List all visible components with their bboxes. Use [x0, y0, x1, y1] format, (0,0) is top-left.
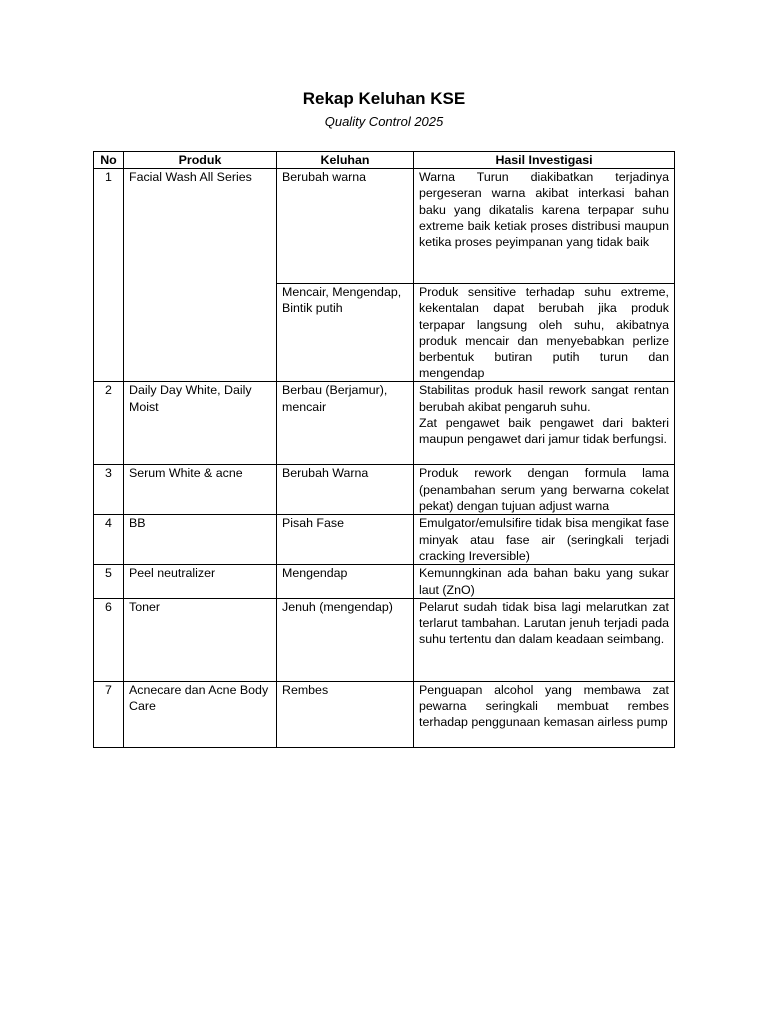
row-number: 2 [94, 382, 124, 465]
investigation-cell: Emulgator/emulsifire tidak bisa mengikat fase minyak atau fase air (seringkali terjadi cracking Ireversible) [414, 515, 675, 565]
row-number: 3 [94, 465, 124, 515]
row-number: 6 [94, 598, 124, 681]
row-number: 4 [94, 515, 124, 565]
investigation-cell [414, 382, 675, 465]
row-number: 7 [94, 681, 124, 747]
investigation-cell: Produk sensitive terhadap suhu extreme, kekentalan dapat berubah jika produk terpapar langsung oleh suhu, akibatnya produk mencair dan menyebabkan perlize berbentuk butiran putih turun dan mengendap [414, 284, 675, 382]
table-row [94, 382, 675, 465]
header-hasil-investigasi: Hasil Investigasi [414, 152, 675, 169]
header-produk: Produk [124, 152, 277, 169]
investigation-cell: Kemunngkinan ada bahan baku yang sukar laut (ZnO) [414, 565, 675, 598]
investigation-cell: Warna Turun diakibatkan terjadinya pergeseran warna akibat interkasi bahan baku yang dikatalis karena terpapar suhu extreme baik ketiak proses distribusi maupun ketika proses peyimpanan yang tidak baik [414, 169, 675, 284]
table-row [94, 169, 675, 284]
complaint-cell: Jenuh (mengendap) [277, 598, 414, 681]
table-row [94, 515, 675, 565]
product-name: Acnecare dan Acne Body Care [124, 681, 277, 747]
investigation-text: Zat pengawet baik pengawet dari bakteri maupun pengawet dari jamur tidak berfungsi. [419, 415, 669, 447]
row-number: 1 [94, 169, 124, 382]
complaint-cell: Mencair, Mengendap, Bintik putih [277, 284, 414, 382]
table-row [94, 598, 675, 681]
document-title: Rekap Keluhan KSE [302, 89, 466, 108]
product-name: Peel neutralizer [124, 565, 277, 598]
header-keluhan: Keluhan [277, 152, 414, 169]
product-name: BB [124, 515, 277, 565]
investigation-cell: Penguapan alcohol yang membawa zat pewarna seringkali membuat rembes terhadap penggunaan kemasan airless pump [414, 681, 675, 747]
complaint-cell: Berubah warna [277, 169, 414, 284]
complaint-cell: Pisah Fase [277, 515, 414, 565]
product-name: Serum White & acne [124, 465, 277, 515]
investigation-cell: Pelarut sudah tidak bisa lagi melarutkan zat terlarut tambahan. Larutan jenuh terjadi pada suhu tertentu dan dalam keadaan seimbang. [414, 598, 675, 681]
complaint-cell: Berubah Warna [277, 465, 414, 515]
table-row [94, 681, 675, 747]
investigation-cell: Produk rework dengan formula lama (penambahan serum yang berwarna cokelat pekat) dengan tujuan adjust warna [414, 465, 675, 515]
complaint-table [93, 151, 675, 748]
product-name: Toner [124, 598, 277, 681]
table-header-row [94, 152, 675, 169]
product-name: Facial Wash All Series [124, 169, 277, 382]
header-no: No [94, 152, 124, 169]
table-row [94, 565, 675, 598]
table-row [94, 465, 675, 515]
complaint-cell: Rembes [277, 681, 414, 747]
product-name: Daily Day White, Daily Moist [124, 382, 277, 465]
complaint-cell: Berbau (Berjamur), mencair [277, 382, 414, 465]
document-subtitle: Quality Control 2025 [324, 114, 444, 129]
complaint-cell: Mengendap [277, 565, 414, 598]
investigation-text: Stabilitas produk hasil rework sangat rentan berubah akibat pengaruh suhu. [419, 383, 669, 414]
row-number: 5 [94, 565, 124, 598]
